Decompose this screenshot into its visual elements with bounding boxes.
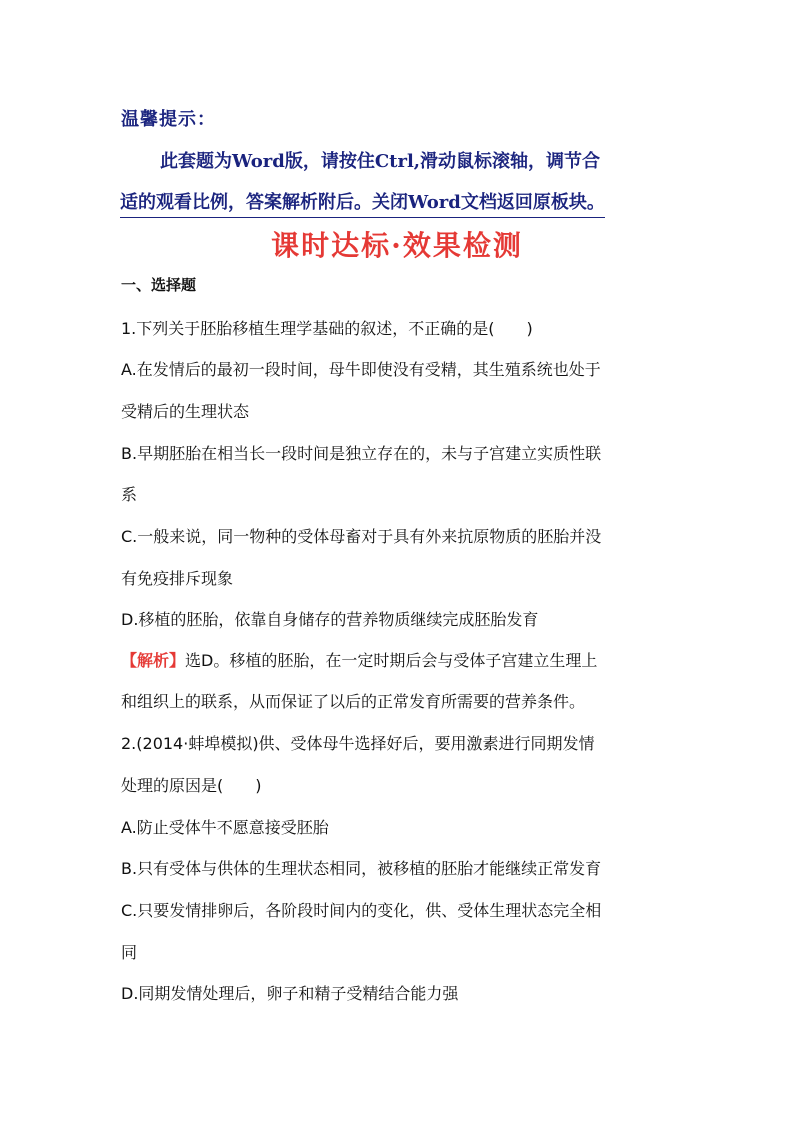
q1-option-c-line2: 有免疫排斥现象 bbox=[121, 569, 234, 588]
tip-line-2: 适的观看比例，答案解析附后。关闭Word文档返回原板块。 bbox=[120, 188, 605, 218]
section-title: 一、选择题 bbox=[121, 276, 197, 294]
tip-line-1: 此套题为Word版，请按住Ctrl,滑动鼠标滚轴，调节合 bbox=[160, 151, 601, 172]
q1-option-b-line2: 系 bbox=[121, 485, 138, 504]
q1-option-a-line2: 受精后的生理状态 bbox=[121, 402, 250, 421]
q2-option-d: D.同期发情处理后，卵子和精子受精结合能力强 bbox=[121, 984, 459, 1003]
q2-option-c-line2: 同 bbox=[121, 943, 138, 962]
analysis-tag: 【解析】 bbox=[121, 651, 186, 670]
page-title: 课时达标·效果检测 bbox=[271, 229, 523, 262]
q1-stem: 1.下列关于胚胎移植生理学基础的叙述，不正确的是( ) bbox=[121, 319, 533, 338]
q2-option-a: A.防止受体牛不愿意接受胚胎 bbox=[121, 818, 329, 837]
analysis-text: 选D。移植的胚胎，在一定时期后会与受体子宫建立生理上 bbox=[185, 651, 598, 670]
q1-option-b-line1: B.早期胚胎在相当长一段时间是独立存在的，未与子宫建立实质性联 bbox=[121, 444, 602, 463]
q2-option-c-line1: C.只要发情排卵后，各阶段时间内的变化，供、受体生理状态完全相 bbox=[121, 901, 602, 920]
q2-stem-line2: 处理的原因是( ) bbox=[121, 776, 262, 795]
q1-option-c-line1: C.一般来说，同一物种的受体母畜对于具有外来抗原物质的胚胎并没 bbox=[121, 527, 602, 546]
q1-option-a-line1: A.在发情后的最初一段时间，母牛即使没有受精，其生殖系统也处于 bbox=[121, 360, 601, 379]
q2-stem-line1: 2.(2014·蚌埠模拟)供、受体母牛选择好后，要用激素进行同期发情 bbox=[121, 734, 595, 753]
q1-analysis-line2: 和组织上的联系，从而保证了以后的正常发育所需要的营养条件。 bbox=[121, 692, 586, 711]
q2-option-b: B.只有受体与供体的生理状态相同，被移植的胚胎才能继续正常发育 bbox=[121, 859, 602, 878]
tip-title: 温馨提示： bbox=[121, 109, 216, 130]
q1-analysis-line1 bbox=[121, 648, 597, 671]
q1-option-d: D.移植的胚胎，依靠自身储存的营养物质继续完成胚胎发育 bbox=[121, 610, 539, 629]
